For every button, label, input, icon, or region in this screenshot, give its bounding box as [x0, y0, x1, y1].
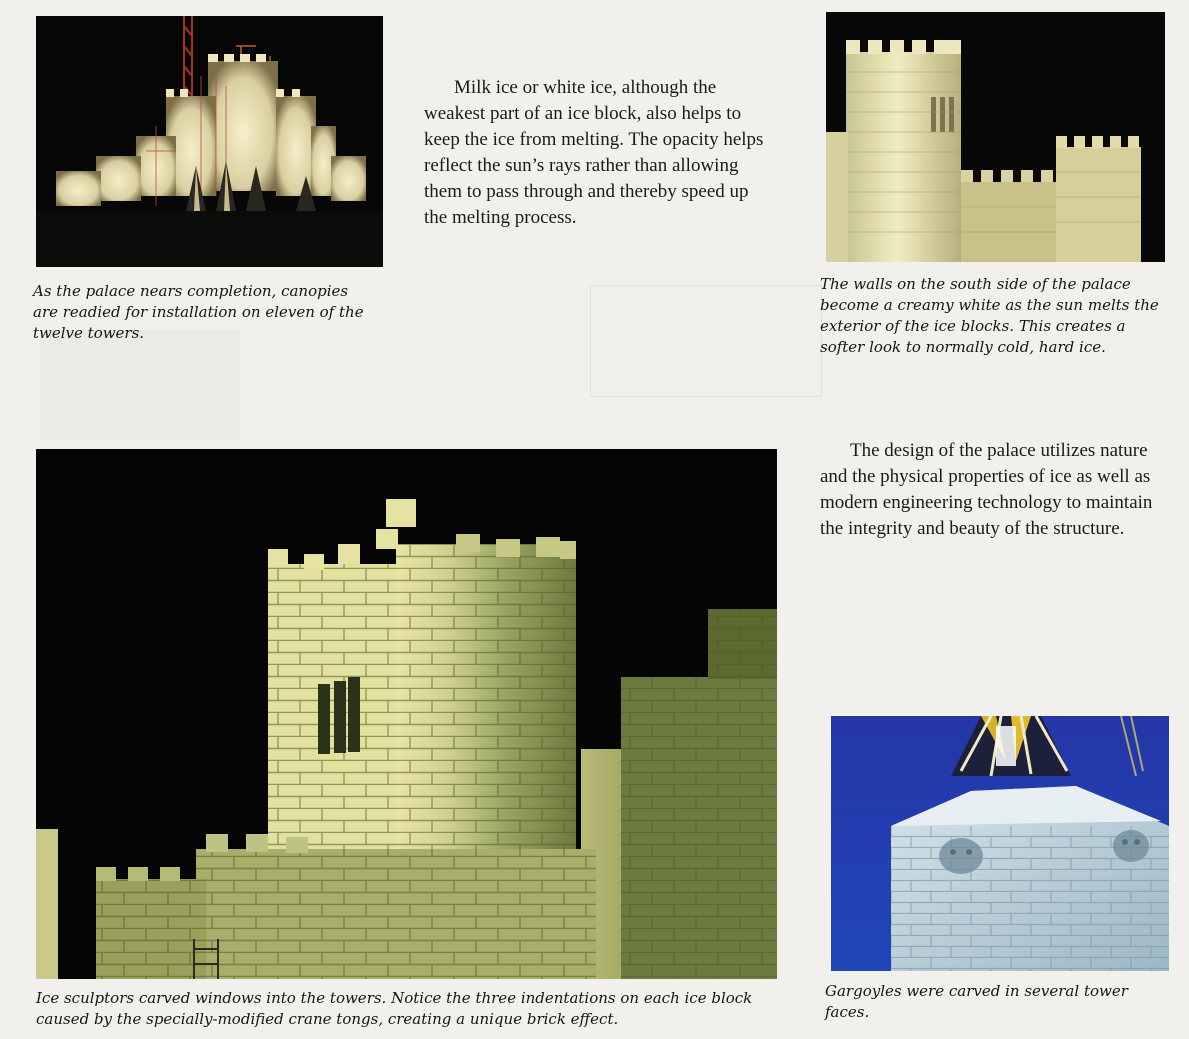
paragraph-design: [820, 438, 1160, 542]
caption-south-walls: The walls on the south side of the palace become a creamy white as the sun melts the exterior of the ice blocks. This creates a softer look to normally cold, hard ice.: [820, 275, 1159, 356]
caption-gargoyles: Gargoyles were carved in several tower faces.: [825, 982, 1128, 1021]
paragraph-milk-ice-text: Milk ice or white ice, although the weakest part of an ice block, also helps to keep the ice from melting. The opacity helps reflect the sun’s rays rather than allowing them to pass through and thereby speed up the melting process.: [424, 77, 764, 228]
bleed-through-shading: [40, 330, 240, 440]
caption-palace-night: As the palace nears completion, canopies are readied for installation on eleven of the twelve towers.: [33, 282, 364, 342]
paragraph-design-text: The design of the palace utilizes nature and the physical properties of ice as well as modern engineering technology to maintain the integrity and beauty of the structure.: [820, 440, 1153, 539]
tower-windows-illustration: [36, 449, 777, 979]
photo-gargoyles: [831, 716, 1169, 971]
photo-tower-windows: [36, 449, 777, 979]
paragraph-milk-ice: [424, 75, 774, 231]
caption-tower-windows: Ice sculptors carved windows into the towers. Notice the three indentations on each ice block caused by the specially-modified crane tongs, creating a unique brick effect.: [36, 989, 753, 1028]
photo-south-walls: [826, 12, 1165, 262]
palace-night-illustration: [36, 16, 383, 267]
south-walls-illustration: [826, 12, 1165, 262]
bleed-through-decoration: [590, 285, 822, 397]
gargoyles-illustration: [831, 716, 1169, 971]
photo-palace-night: [36, 16, 383, 267]
